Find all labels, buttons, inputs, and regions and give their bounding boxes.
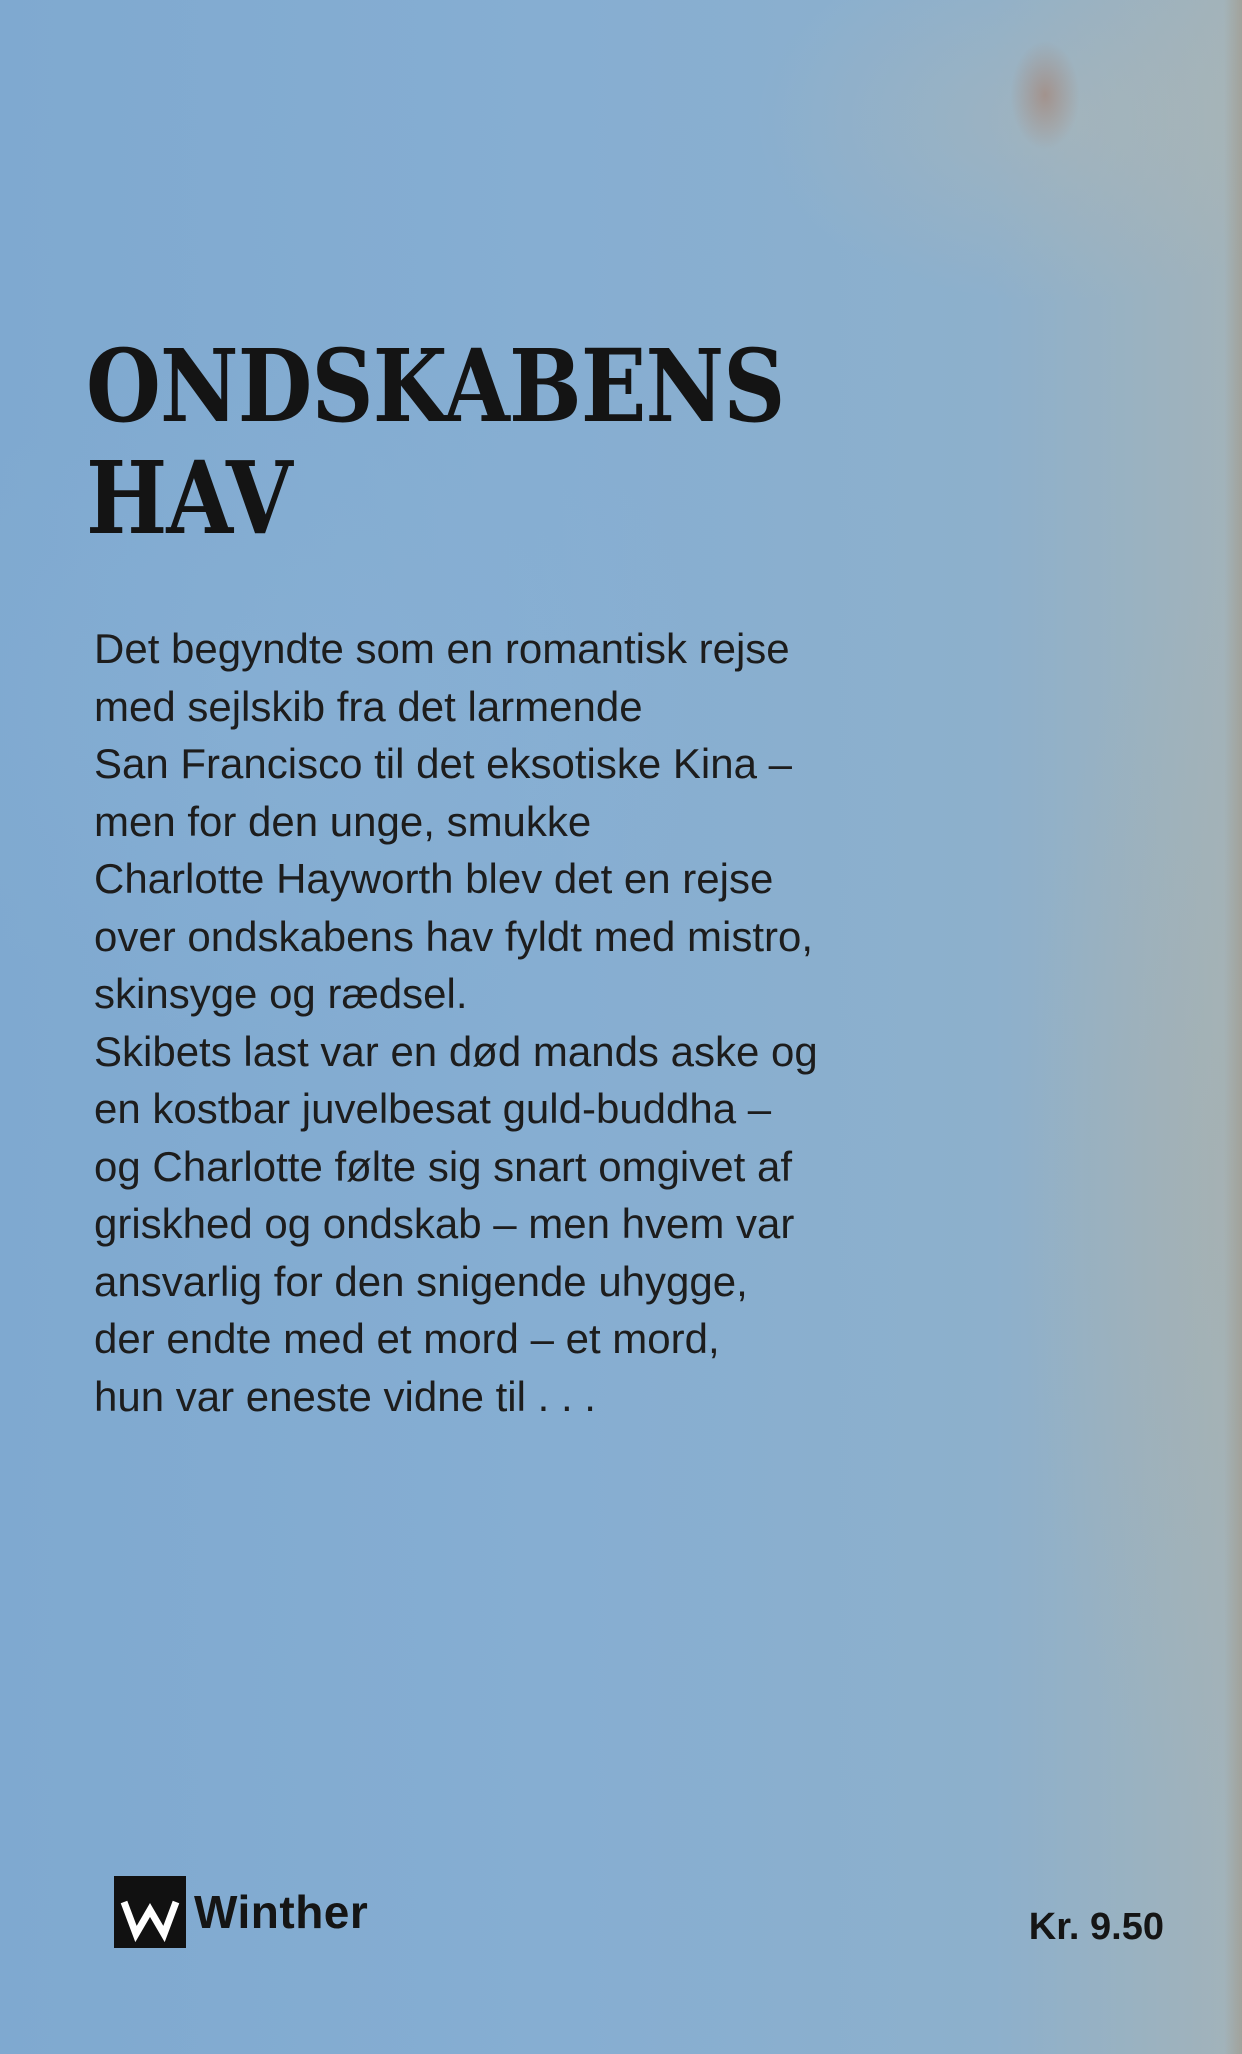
blurb-line: med sejlskib fra det larmende — [94, 682, 643, 730]
blurb-line: hun var eneste vidne til . . . — [94, 1372, 596, 1420]
cover-stain — [1010, 40, 1080, 150]
publisher-block — [114, 1874, 368, 1950]
blurb-line: der endte med et mord – et mord, — [94, 1315, 720, 1362]
blurb-line: skinsyge og rædsel. — [94, 970, 468, 1017]
blurb-line: over ondskabens hav fyldt med mistro, — [94, 912, 814, 960]
cover-edge-wear — [1224, 0, 1242, 2054]
title-line-1: ONDSKABENS — [86, 327, 785, 445]
winther-logo-icon — [114, 1876, 186, 1948]
blurb-line: griskhed og ondskab – men hvem var — [94, 1200, 795, 1247]
publisher-name: Winther — [194, 1886, 369, 1938]
blurb-line: Det begyndte som en romantisk rejse — [94, 625, 790, 672]
blurb-line: Charlotte Hayworth blev det en rejse — [94, 855, 774, 902]
title-line-2: HAV — [86, 439, 292, 557]
price-label: Kr. 9.50 — [1028, 1906, 1164, 1948]
blurb-line: men for den unge, smukke — [94, 797, 592, 845]
blurb-line: San Francisco til det eksotiske Kina – — [94, 740, 793, 787]
blurb-line: Skibets last var en død mands aske og — [94, 1027, 818, 1075]
book-title — [86, 327, 785, 557]
blurb-line: ansvarlig for den snigende uhygge, — [94, 1257, 748, 1305]
blurb-text — [94, 620, 1094, 1425]
blurb-line: og Charlotte følte sig snart omgivet af — [94, 1142, 792, 1190]
blurb-line: en kostbar juvelbesat guld-buddha – — [94, 1085, 772, 1132]
